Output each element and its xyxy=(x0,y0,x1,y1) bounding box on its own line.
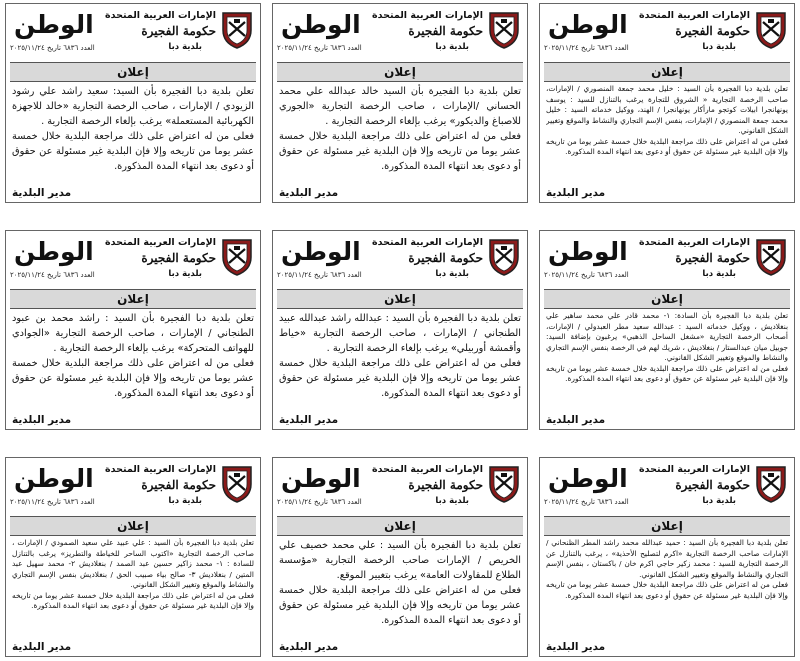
notice-card-2 xyxy=(272,3,528,203)
notice-body xyxy=(546,538,788,634)
signature: مدير البلدية xyxy=(546,187,606,199)
notice-header xyxy=(273,231,527,293)
notice-paragraph-main: تعلن بلدية دبا الفجيرة بأن السيد خالد عبدالله علي محمد الحساني /الإمارات ، صاحب الرخصة التجارية «الجوري للاصباغ والديكور» يرغب بإلغاء الرخصة التجارية . xyxy=(279,86,521,127)
notice-card-6 xyxy=(5,230,261,430)
municipality-name: بلدية دبا xyxy=(168,496,202,506)
issue-info: العدد ٦٨٣٦ تاريخ ٢٠٢٥/١١/٢٤ xyxy=(544,44,629,52)
notice-title: إعلان xyxy=(544,62,790,82)
notice-paragraph-objection: فعلى من له اعتراض على ذلك مراجعة البلدية خلال خمسة عشر يوما من تاريخه وإلا فإن البلدية غير مسئولة عن حقوق أو دعوى بعد انتهاء المدة المذكورة. xyxy=(546,363,788,383)
notice-header xyxy=(273,458,527,520)
notice-title: إعلان xyxy=(10,516,256,536)
country-name: الإمارات العربية المتحدة xyxy=(372,464,483,475)
issue-info: العدد ٦٨٣٦ تاريخ ٢٠٢٥/١١/٢٤ xyxy=(277,271,362,279)
issue-info: العدد ٦٨٣٦ تاريخ ٢٠٢٥/١١/٢٤ xyxy=(10,44,95,52)
fujairah-emblem-icon xyxy=(220,237,254,277)
government-name: حكومة الفجيرة xyxy=(141,478,216,492)
notice-body xyxy=(12,311,254,407)
government-name: حكومة الفجيرة xyxy=(408,478,483,492)
municipality-name: بلدية دبا xyxy=(168,42,202,52)
fujairah-emblem-icon xyxy=(220,10,254,50)
notice-body xyxy=(279,538,521,634)
fujairah-emblem-icon xyxy=(487,237,521,277)
country-name: الإمارات العربية المتحدة xyxy=(639,10,750,21)
country-name: الإمارات العربية المتحدة xyxy=(372,10,483,21)
newspaper-logo: الوطن xyxy=(281,10,361,39)
issue-info: العدد ٦٨٣٦ تاريخ ٢٠٢٥/١١/٢٤ xyxy=(544,498,629,506)
notice-body xyxy=(12,84,254,180)
issue-info: العدد ٦٨٣٦ تاريخ ٢٠٢٥/١١/٢٤ xyxy=(10,498,95,506)
notice-paragraph-main: تعلن بلدية دبا الفجيرة بأن السادة: ١- محمد قادر علي محمد ساهير علي بنغلاديش ، ووكيل خدماته السيد : عبدالله سعيد مطر العبدولي / الإمارات، أصحاب الرخصة التجارية «مشغل الساحل الذهبي» يرغبون بإضافة السيد: جوبيل ميان عبدالستار / بنغلاديش ، شريك لهم في الرخصة بنفس الإسم التجاري والنشاط والموقع وتغيير الشكل القانوني. xyxy=(546,311,788,362)
notice-paragraph-main: تعلن بلدية دبا الفجيرة بأن السيد : عبدالله راشد عبدالله عبيد الطنجاني / الإمارات ، صاحب الرخصة التجارية «خياط وأقمشة أوربيلي» يرغب بإلغاء الرخصة التجارية . xyxy=(279,313,521,354)
notice-paragraph-main: تعلن بلدية دبا الفجيرة بأن السيد : راشد محمد بن عبود الطنجاني / الإمارات ، صاحب الرخصة التجارية «الجوادي للهواتف المتحركة» يرغب بإلغاء الرخصة التجارية . xyxy=(12,313,254,354)
notice-paragraph-objection: فعلى من له اعتراض على ذلك مراجعة البلدية خلال خمسة عشر يوما من تاريخه وإلا فإن البلدية غير مسئولة عن حقوق أو دعوى بعد انتهاء المدة المذكورة. xyxy=(279,358,521,399)
signature: مدير البلدية xyxy=(12,414,72,426)
government-name: حكومة الفجيرة xyxy=(141,24,216,38)
country-name: الإمارات العربية المتحدة xyxy=(372,237,483,248)
country-name: الإمارات العربية المتحدة xyxy=(105,10,216,21)
notice-header xyxy=(6,231,260,293)
notice-body xyxy=(279,84,521,180)
notices-grid xyxy=(5,3,795,658)
notice-paragraph-main: تعلن بلدية دبا الفجيرة بأن السيد : خليل محمد جمعة المنصوري / الإمارات، صاحب الرخصة التجارية « الشروق للتجارة يرغب بالتنازل للسيد : يوسف يونهانجرا ابيلات كوتجو مارأكار يونهانجرا / الهند، ووكيل خدماته السيد : خليل محمد جمعة المنصوري / الإمارات، بنفس الإسم التجاري والنشاط والموقع وتغيير الشكل القانوني. xyxy=(546,84,788,135)
notice-header xyxy=(540,231,794,293)
municipality-name: بلدية دبا xyxy=(435,269,469,279)
signature: مدير البلدية xyxy=(546,414,606,426)
notice-paragraph-main: تعلن بلدية دبا الفجيرة بأن السيد: سعيد راشد علي رشود الزيودي / الإمارات ، صاحب الرخصة التجارية «خالد للاجهزة الكهربائية المستعملة» يرغب بإلغاء الرخصة التجارية . xyxy=(12,86,254,127)
notice-body xyxy=(546,84,788,180)
notice-title: إعلان xyxy=(277,516,523,536)
notice-paragraph-main: تعلن بلدية دبا الفجيرة بأن السيد : حميد عبدالله محمد راشد المطر الظنحاني / الإمارات صاحب الرخصة التجارية «اكرم لتصليح الأحذية» ، يرغب بالتنازل عن الرخصة التجارية للسيد : محمد زكير حاجي اكرم خان / باكستان ، بنفس الإسم التجاري والنشاط والموقع وتغيير الشكل القانوني. xyxy=(546,538,788,579)
notice-paragraph-objection: فعلى من له اعتراض على ذلك مراجعة البلدية خلال خمسة عشر يوما من تاريخه وإلا فإن البلدية غير مسئولة عن حقوق أو دعوى بعد انتهاء المدة المذكورة. xyxy=(279,131,521,172)
signature: مدير البلدية xyxy=(546,641,606,653)
notice-paragraph-objection: فعلى من له اعتراض على ذلك مراجعة البلدية خلال خمسة عشر يوما من تاريخه وإلا فإن البلدية غير مسئولة عن حقوق أو دعوى بعد انتهاء المدة المذكورة. xyxy=(546,580,788,600)
government-name: حكومة الفجيرة xyxy=(408,251,483,265)
notice-paragraph-objection: فعلى من له اعتراض على ذلك مراجعة البلدية خلال خمسة عشر يوما من تاريخه وإلا فإن البلدية غير مسئولة عن حقوق أو دعوى بعد انتهاء المدة المذكورة. xyxy=(546,136,788,156)
notice-title: إعلان xyxy=(277,289,523,309)
country-name: الإمارات العربية المتحدة xyxy=(105,464,216,475)
newspaper-logo: الوطن xyxy=(548,237,628,266)
signature: مدير البلدية xyxy=(279,187,339,199)
notice-card-9 xyxy=(5,457,261,657)
issue-info: العدد ٦٨٣٦ تاريخ ٢٠٢٥/١١/٢٤ xyxy=(544,271,629,279)
fujairah-emblem-icon xyxy=(487,10,521,50)
notice-title: إعلان xyxy=(10,62,256,82)
fujairah-emblem-icon xyxy=(487,464,521,504)
municipality-name: بلدية دبا xyxy=(435,42,469,52)
municipality-name: بلدية دبا xyxy=(168,269,202,279)
newspaper-logo: الوطن xyxy=(14,464,94,493)
notice-paragraph-objection: فعلى من له اعتراض على ذلك مراجعة البلدية خلال خمسة عشر يوما من تاريخه وإلا فإن البلدية غير مسئولة عن حقوق أو دعوى بعد انتهاء المدة المذكورة. xyxy=(279,585,521,626)
notice-title: إعلان xyxy=(10,289,256,309)
notice-body xyxy=(546,311,788,407)
notice-card-8 xyxy=(272,457,528,657)
signature: مدير البلدية xyxy=(279,414,339,426)
notice-title: إعلان xyxy=(277,62,523,82)
notice-paragraph-main: تعلن بلدية دبا الفجيرة بأن السيد : علي عبيد علي سعيد الصمودي / الإمارات ، صاحب الرخصة التجارية «اكتوب الساحر للخياطة والتطريز» يرغب بالتنازل للسادة : ١- محمد زاكير حسين عبد الصمد / بنغلاديش ٢- محمد سهيل عبد المتين / بنغلاديش ٣- صالح بياء صبيب الحق / بنغلاديش بنفس الإسم التجاري والنشاط والموقع وتغيير الشكل القانوني. xyxy=(12,538,254,589)
notice-card-3 xyxy=(5,3,261,203)
country-name: الإمارات العربية المتحدة xyxy=(105,237,216,248)
notice-title: إعلان xyxy=(544,516,790,536)
newspaper-logo: الوطن xyxy=(14,10,94,39)
newspaper-logo: الوطن xyxy=(14,237,94,266)
notice-paragraph-main: تعلن بلدية دبا الفجيرة بأن السيد : علي محمد خصيف علي الخريص / الإمارات صاحب الرخصة التجارية «مؤسسة الطلاع للمقاولات العامة» يرغب بتغيير الموقع. xyxy=(279,540,521,581)
notice-card-4 xyxy=(539,230,795,430)
notice-paragraph-objection: فعلى من له اعتراض على ذلك مراجعة البلدية خلال خمسة عشر يوما من تاريخه وإلا فإن البلدية غير مسئولة عن حقوق أو دعوى بعد انتهاء المدة المذكورة. xyxy=(12,358,254,399)
country-name: الإمارات العربية المتحدة xyxy=(639,464,750,475)
municipality-name: بلدية دبا xyxy=(702,496,736,506)
newspaper-logo: الوطن xyxy=(548,10,628,39)
notice-card-5 xyxy=(272,230,528,430)
notice-header xyxy=(540,4,794,66)
notice-card-1 xyxy=(539,3,795,203)
notice-title: إعلان xyxy=(544,289,790,309)
notice-header xyxy=(6,4,260,66)
signature: مدير البلدية xyxy=(12,187,72,199)
signature: مدير البلدية xyxy=(279,641,339,653)
notice-body xyxy=(12,538,254,634)
government-name: حكومة الفجيرة xyxy=(675,251,750,265)
notice-header xyxy=(273,4,527,66)
notice-header xyxy=(540,458,794,520)
issue-info: العدد ٦٨٣٦ تاريخ ٢٠٢٥/١١/٢٤ xyxy=(277,498,362,506)
municipality-name: بلدية دبا xyxy=(435,496,469,506)
signature: مدير البلدية xyxy=(12,641,72,653)
government-name: حكومة الفجيرة xyxy=(675,24,750,38)
newspaper-logo: الوطن xyxy=(281,237,361,266)
country-name: الإمارات العربية المتحدة xyxy=(639,237,750,248)
newspaper-logo: الوطن xyxy=(281,464,361,493)
fujairah-emblem-icon xyxy=(754,464,788,504)
newspaper-logo: الوطن xyxy=(548,464,628,493)
issue-info: العدد ٦٨٣٦ تاريخ ٢٠٢٥/١١/٢٤ xyxy=(277,44,362,52)
municipality-name: بلدية دبا xyxy=(702,42,736,52)
notice-paragraph-objection: فعلى من له اعتراض على ذلك مراجعة البلدية خلال خمسة عشر يوما من تاريخه وإلا فإن البلدية غير مسئولة عن حقوق أو دعوى بعد انتهاء المدة المذكورة. xyxy=(12,131,254,172)
fujairah-emblem-icon xyxy=(754,237,788,277)
issue-info: العدد ٦٨٣٦ تاريخ ٢٠٢٥/١١/٢٤ xyxy=(10,271,95,279)
government-name: حكومة الفجيرة xyxy=(408,24,483,38)
notice-paragraph-objection: فعلى من له اعتراض على ذلك مراجعة البلدية خلال خمسة عشر يوما من تاريخه وإلا فإن البلدية غير مسئولة عن حقوق أو دعوى بعد انتهاء المدة المذكورة. xyxy=(12,590,254,610)
fujairah-emblem-icon xyxy=(754,10,788,50)
notice-body xyxy=(279,311,521,407)
notice-card-7 xyxy=(539,457,795,657)
notice-header xyxy=(6,458,260,520)
government-name: حكومة الفجيرة xyxy=(675,478,750,492)
municipality-name: بلدية دبا xyxy=(702,269,736,279)
government-name: حكومة الفجيرة xyxy=(141,251,216,265)
fujairah-emblem-icon xyxy=(220,464,254,504)
